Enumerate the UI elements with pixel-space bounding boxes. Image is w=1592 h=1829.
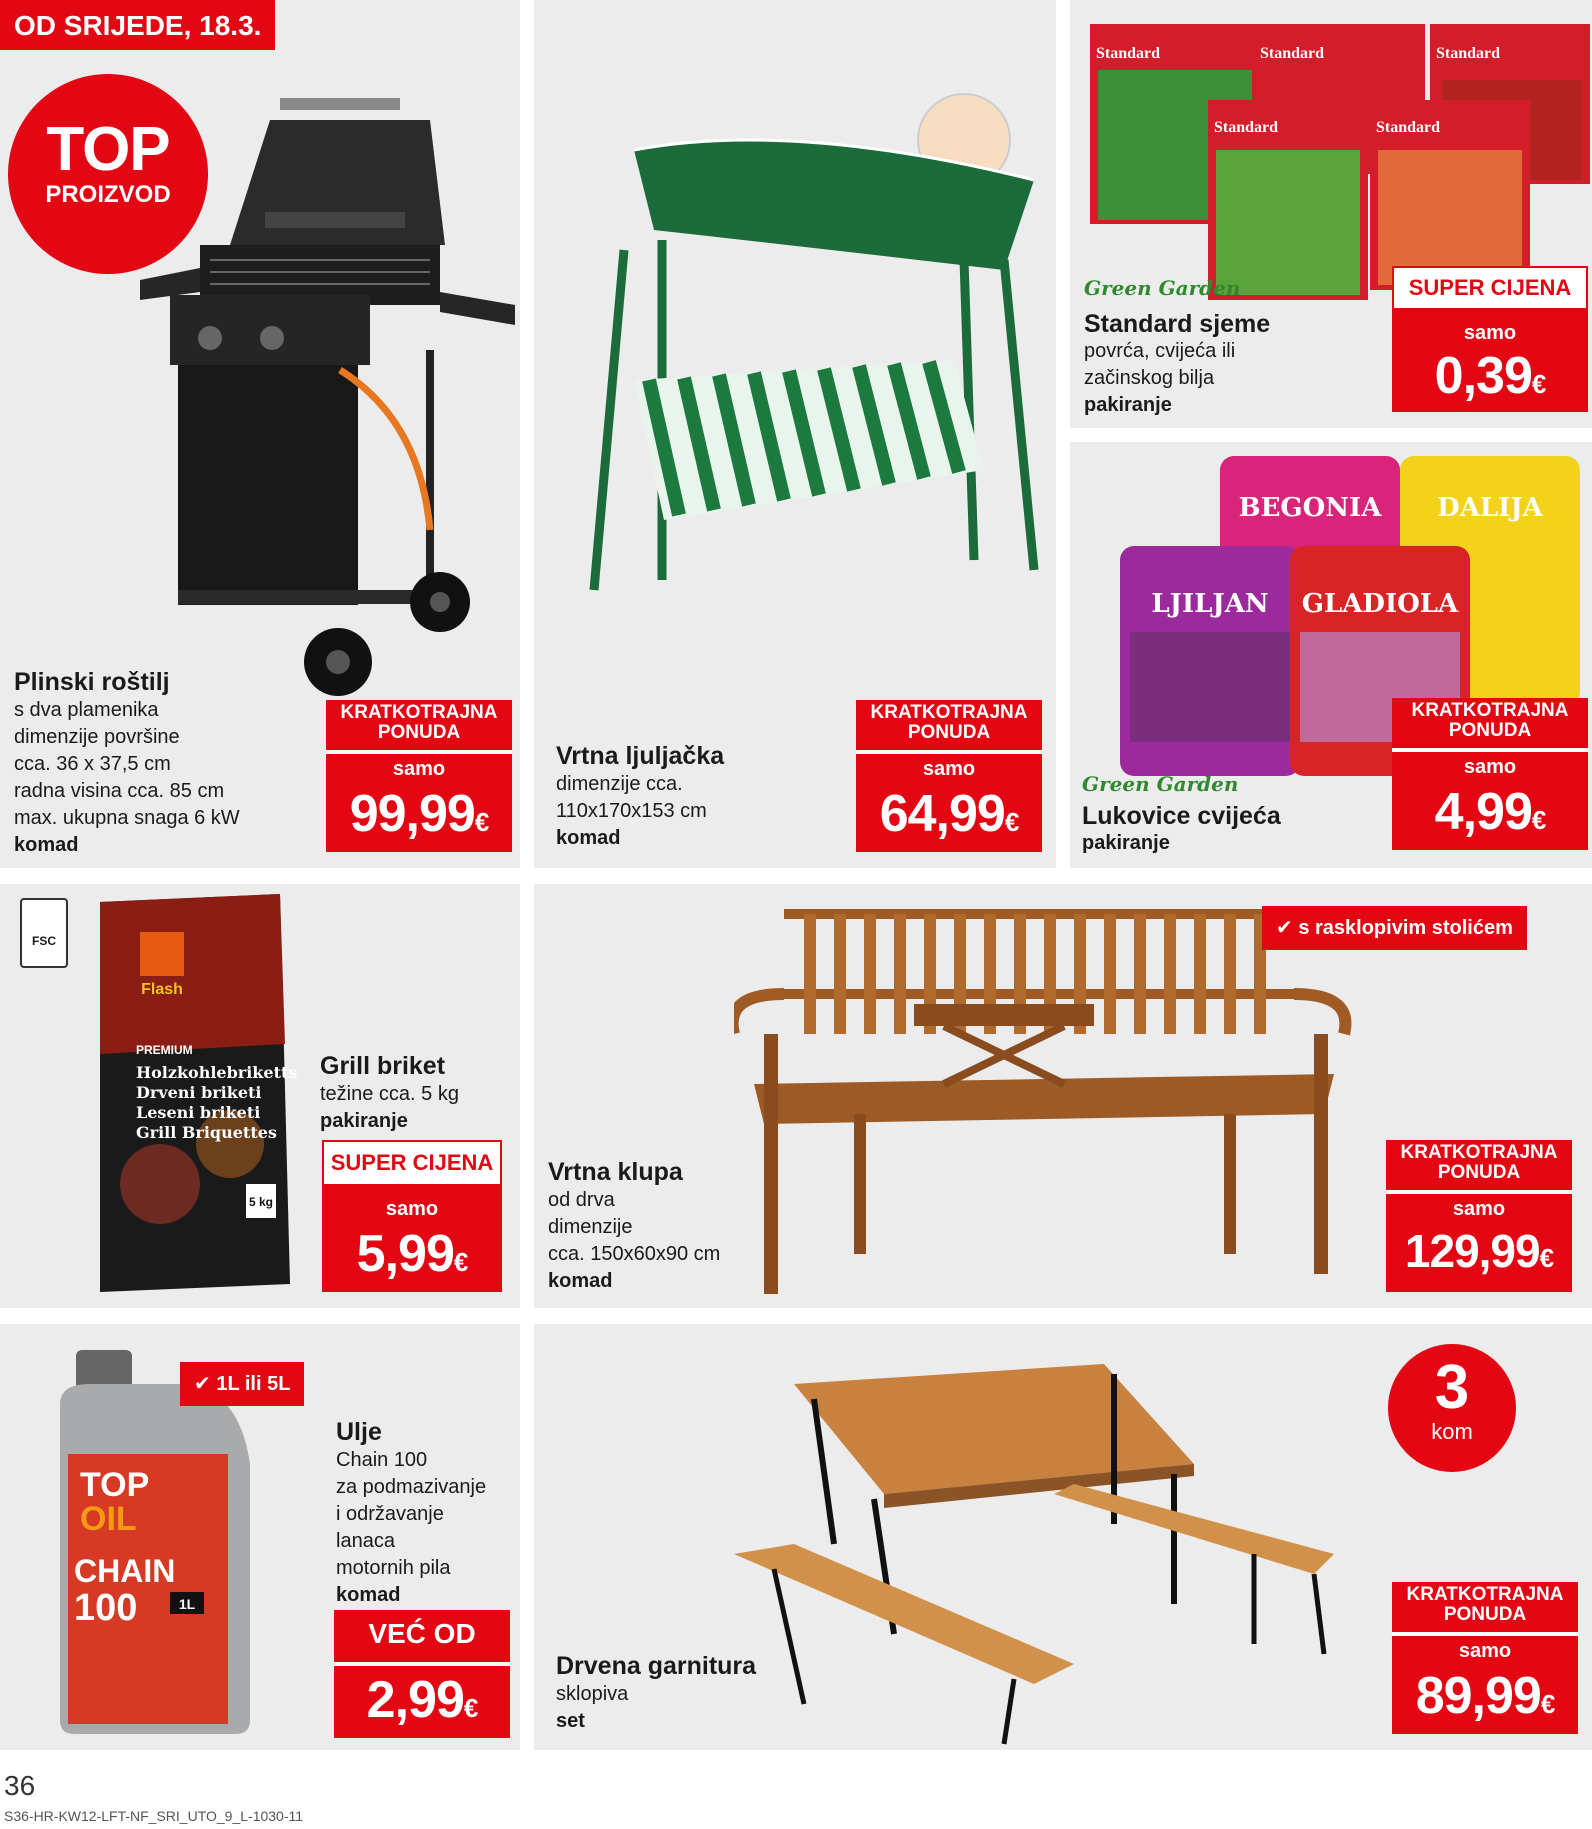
seeds-unit: pakiranje (1084, 394, 1172, 416)
briquettes-super-price-tag: SUPER CIJENA (322, 1140, 502, 1186)
table-set-price-value: 89,99 (1415, 1667, 1541, 1725)
table-set-price (1392, 1666, 1578, 1726)
swing-samo-label: samo (922, 758, 976, 780)
bulbs-title: Lukovice cvijeća (1082, 802, 1281, 830)
briquettes-price-value: 5,99 (356, 1225, 454, 1283)
grill-price-value: 99,99 (349, 785, 475, 843)
table-set-image (734, 1324, 1374, 1750)
bulbs-offer-tag: KRATKOTRAJNA PONUDA (1392, 698, 1588, 748)
oil-desc-line: Chain 100 (336, 1449, 428, 1471)
bulbs-price-value: 4,99 (1434, 783, 1532, 841)
seeds-desc-line: povrća, cvijeća ili (1084, 340, 1236, 362)
seed-packet-label: Standard (1260, 45, 1325, 62)
grill-tile[interactable] (0, 0, 520, 868)
swing-desc-line: dimenzije cca. (556, 773, 683, 795)
briquettes-unit: pakiranje (320, 1110, 408, 1132)
swing-desc-line: 110x170x153 cm (556, 800, 707, 822)
count-badge (1388, 1344, 1516, 1472)
briquettes-description (320, 1081, 459, 1135)
bulbs-brand: Green Garden (1082, 772, 1239, 796)
oil-desc-line: motornih pila (336, 1557, 451, 1579)
table-set-currency: € (1540, 1689, 1555, 1719)
bulbs-tile[interactable] (1070, 442, 1592, 868)
seeds-currency: € (1531, 369, 1546, 399)
seeds-price-value: 0,39 (1434, 347, 1532, 405)
seeds-price (1392, 346, 1588, 406)
briquettes-tile[interactable] (0, 884, 520, 1308)
briquette-bag-brand: Flash (141, 981, 183, 998)
briquette-bag-line: Holzkohlebriketts (136, 1063, 298, 1082)
bench-offer-tag: KRATKOTRAJNA PONUDA (1386, 1140, 1572, 1190)
briquette-bag-line: Drveni briketi (136, 1083, 262, 1102)
swing-price-box (856, 700, 1042, 852)
bulbs-samo-label: samo (1463, 756, 1517, 778)
bench-unit: komad (548, 1270, 613, 1292)
bulbs-price (1392, 782, 1588, 842)
oil-size-tag (180, 1362, 304, 1406)
grill-description (14, 697, 240, 859)
bulb-bag-label: LJILJAN (1151, 589, 1269, 619)
seeds-title: Standard sjeme (1084, 310, 1271, 338)
bulb-bag-label: DALIJA (1437, 493, 1543, 523)
grill-price (326, 784, 512, 844)
oil-desc-line: i održavanje (336, 1503, 444, 1525)
count-number: 3 (1434, 1353, 1470, 1422)
seeds-description (1084, 338, 1235, 419)
seed-packet-label: Standard (1214, 119, 1279, 136)
bench-price-box (1386, 1140, 1572, 1292)
bottle-volume: 1L (178, 1596, 196, 1612)
briquettes-currency: € (453, 1247, 468, 1277)
table-set-samo-label: samo (1458, 1640, 1512, 1662)
briquettes-samo-label: samo (385, 1198, 439, 1220)
briquette-bag-line: PREMIUM (136, 1043, 193, 1057)
grill-offer-tag: KRATKOTRAJNA PONUDA (326, 700, 512, 750)
table-set-unit: set (556, 1710, 585, 1732)
swing-tile[interactable] (534, 0, 1056, 868)
grill-unit: komad (14, 834, 79, 856)
bulbs-description (1082, 830, 1170, 857)
briquette-bag-weight: 5 kg (248, 1195, 274, 1209)
oil-unit: komad (336, 1584, 401, 1606)
table-set-description (556, 1681, 628, 1735)
page-number: 36 (4, 1770, 36, 1801)
bottle-line: 100 (74, 1587, 138, 1629)
bottle-line: TOP (80, 1466, 150, 1504)
seed-packets-image (1070, 0, 1592, 300)
table-set-price-box (1392, 1582, 1578, 1734)
seeds-samo-label: samo (1463, 322, 1517, 344)
oil-desc-line: za podmazivanje (336, 1476, 487, 1498)
briquette-bag-image (60, 884, 360, 1308)
seeds-brand: Green Garden (1084, 276, 1241, 300)
grill-samo-label: samo (392, 758, 446, 780)
oil-price-box (334, 1610, 510, 1738)
bench-tile[interactable] (534, 884, 1592, 1308)
seed-packet-label: Standard (1436, 45, 1501, 62)
briquettes-desc-line: težine cca. 5 kg (320, 1083, 459, 1105)
top-badge-line1: TOP (46, 115, 170, 184)
bulbs-unit: pakiranje (1082, 832, 1170, 854)
seeds-desc-line: začinskog bilja (1084, 367, 1215, 389)
briquettes-price (322, 1224, 502, 1284)
top-badge-line2: PROIZVOD (45, 181, 171, 208)
table-set-title: Drvena garnitura (556, 1652, 757, 1680)
briquette-bag-line: Grill Briquettes (136, 1123, 277, 1142)
oil-desc-line: lanaca (336, 1530, 395, 1552)
grill-desc-line: s dva plamenika (14, 699, 159, 721)
briquette-bag-line: Leseni briketi (136, 1103, 261, 1122)
fsc-label: FSC (32, 934, 56, 948)
bench-image (734, 884, 1354, 1308)
footer-code: S36-HR-KW12-LFT-NF_SRI_UTO_9_L-1030-11 (4, 1808, 304, 1824)
grill-image (0, 0, 520, 700)
swing-image (534, 0, 1056, 600)
oil-size-label: 1L ili 5L (216, 1373, 291, 1395)
bench-desc-line: dimenzije (548, 1216, 633, 1238)
oil-currency: € (463, 1693, 478, 1723)
bottle-line: OIL (80, 1500, 137, 1538)
bulb-bag-label: BEGONIA (1238, 493, 1382, 523)
bench-samo-label: samo (1452, 1198, 1506, 1220)
grill-price-box (326, 700, 512, 852)
table-set-offer-tag: KRATKOTRAJNA PONUDA (1392, 1582, 1578, 1632)
bench-desc-line: od drva (548, 1189, 615, 1211)
grill-title: Plinski roštilj (14, 668, 170, 696)
oil-from-tag: VEĆ OD (334, 1610, 510, 1662)
table-set-tile[interactable] (534, 1324, 1592, 1750)
briquettes-title: Grill briket (320, 1052, 446, 1080)
check-icon: ✔ (194, 1373, 211, 1395)
oil-title: Ulje (336, 1418, 382, 1446)
bench-description (548, 1187, 720, 1295)
seeds-tile[interactable] (1070, 0, 1592, 428)
grill-desc-line: cca. 36 x 37,5 cm (14, 753, 171, 775)
bulbs-currency: € (1531, 805, 1546, 835)
count-unit: kom (1431, 1419, 1473, 1444)
bench-feature-tag (1262, 906, 1527, 950)
bench-currency: € (1539, 1243, 1554, 1273)
seeds-super-price-tag: SUPER CIJENA (1392, 266, 1588, 310)
seeds-price-box (1392, 266, 1588, 412)
grill-desc-line: radna visina cca. 85 cm (14, 780, 225, 802)
check-icon: ✔ (1276, 917, 1293, 939)
swing-title: Vrtna ljuljačka (556, 742, 725, 770)
swing-price (856, 784, 1042, 844)
bench-price-value: 129,99 (1404, 1225, 1540, 1277)
seed-packet-label: Standard (1096, 45, 1161, 62)
swing-currency: € (1004, 807, 1019, 837)
bench-title: Vrtna klupa (548, 1158, 683, 1186)
bench-desc-line: cca. 150x60x90 cm (548, 1243, 721, 1265)
date-banner: OD SRIJEDE, 18.3. (0, 0, 275, 50)
oil-description (336, 1447, 486, 1609)
swing-price-value: 64,99 (879, 785, 1005, 843)
grill-desc-line: max. ukupna snaga 6 kW (14, 807, 240, 829)
grill-desc-line: dimenzije površine (14, 726, 180, 748)
bench-price (1386, 1224, 1572, 1278)
table-set-desc-line: sklopiva (556, 1683, 629, 1705)
oil-tile[interactable] (0, 1324, 520, 1750)
swing-unit: komad (556, 827, 621, 849)
bottle-line: CHAIN (74, 1553, 176, 1589)
bulbs-price-box (1392, 698, 1588, 850)
oil-price (334, 1670, 510, 1730)
swing-description (556, 771, 707, 852)
bench-feature-label: s rasklopivim stolićem (1298, 917, 1513, 939)
oil-price-value: 2,99 (366, 1671, 464, 1729)
briquettes-price-box (322, 1140, 502, 1292)
swing-offer-tag: KRATKOTRAJNA PONUDA (856, 700, 1042, 750)
grill-currency: € (474, 807, 489, 837)
bulb-bag-label: GLADIOLA (1301, 589, 1459, 619)
seed-packet-label: Standard (1376, 119, 1441, 136)
